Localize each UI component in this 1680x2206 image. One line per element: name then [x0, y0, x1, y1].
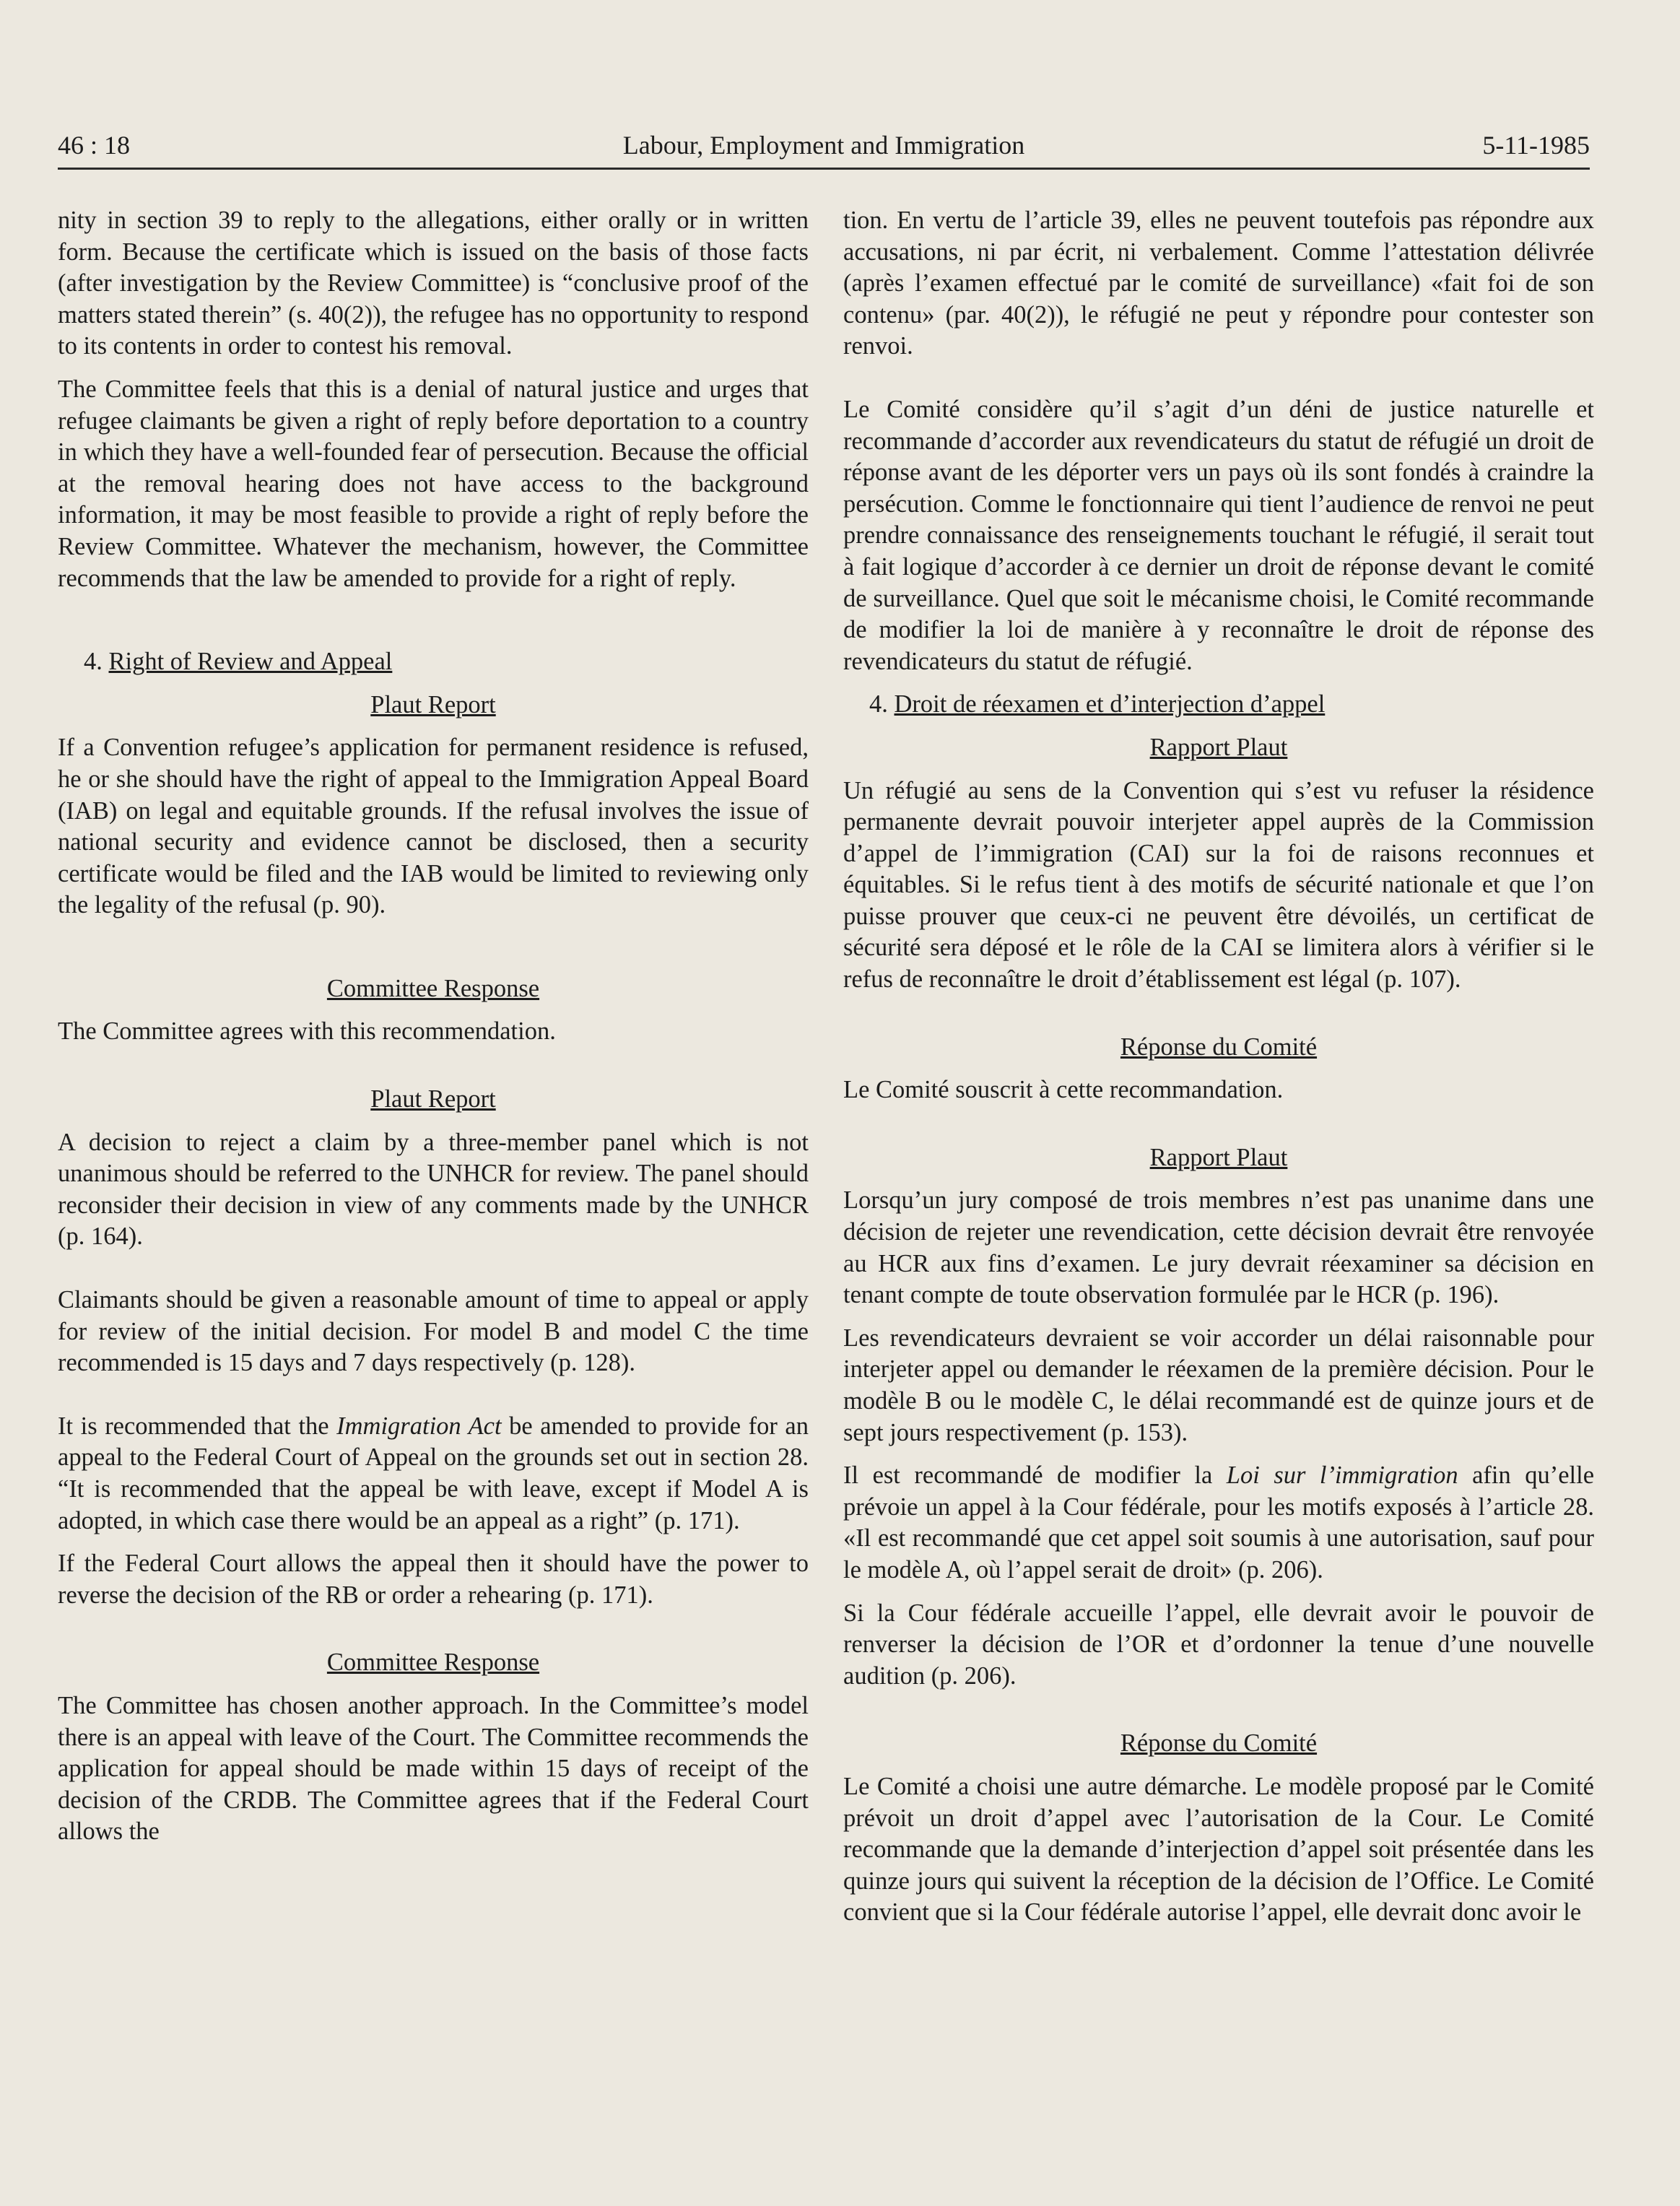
french-column	[843, 205, 1594, 1940]
fr-paragraph-5: Lorsqu’un jury composé de trois membres n’est pas unanime dans une décision de rejeter une revendication, cette décision devrait être renvoyée au HCR aux fins d’examen. Le jury devrait réexaminer sa décision en tenant compte de toute observation formulée par le HCR (p. 196).	[843, 1186, 1594, 1309]
en-paragraph-7: It is recommended that the Immigration Act be amended to provide for an appeal to the Federal Court of Appeal on the grounds set out in section 28. “It is recommended that the appeal be with leave, except if Model A is adopted, in which case there would be an appeal as a right” (p. 171).	[58, 1412, 809, 1534]
english-column	[58, 205, 809, 1859]
en-paragraph-9: The Committee has chosen another approach. In the Committee’s model there is an appeal with leave of the Court. The Committee recommends the application for appeal should be made within 15 days of receipt of the decision of the CRDB. The Committee agrees that if the Federal Court allows the	[58, 1691, 809, 1846]
page-header	[58, 130, 1590, 173]
header-rule	[58, 168, 1590, 170]
en-section-title	[58, 646, 809, 678]
en-paragraph-4: The Committee agrees with this recommendation.	[58, 1017, 556, 1046]
fr-section-number: 4.	[869, 690, 888, 718]
en-paragraph-2: The Committee feels that this is a denial of natural justice and urges that refugee claimants be given a right of reply before deportation to a country in which they have a well-founded fear of persecution. Because the official at the removal hearing does not have access to the background information, it may be most feasible to provide a right of reply before the Review Committee. Whatever the mechanism, however, the Committee recommends that the law be amended to provide for a right of reply.	[58, 375, 809, 592]
en-paragraph-5: A decision to reject a claim by a three-member panel which is not unanimous should be referred to the UNHCR for review. The panel should reconsider their decision in view of any comments made by the UNHCR (p. 164).	[58, 1128, 809, 1251]
running-title: Labour, Employment and Immigration	[622, 131, 1025, 160]
fr-paragraph-6: Les revendicateurs devraient se voir accorder un délai raisonnable pour interjeter appel ou demander le réexamen de la première décision. Pour le modèle B ou le modèle C, le délai recommandé est de quinze jours et de sept jours respectivement (p. 153).	[843, 1324, 1594, 1446]
en-paragraph-3: If a Convention refugee’s application for permanent residence is refused, he or she should have the right of appeal to the Immigration Appeal Board (IAB) on legal and equitable grounds. If the refusal involves the issue of national security and evidence cannot be disclosed, then a security certificate would be filed and the IAB would be limited to reviewing only the legality of the refusal (p. 90).	[58, 734, 809, 919]
fr-paragraph-3: Un réfugié au sens de la Convention qui s’est vu refuser la résidence permanente devrait pouvoir interjeter appel auprès de la Commission d’appel de l’immigration (CAI) sur la foi de raisons reconnues et équitables. Si le refus tient à des motifs de sécurité nationale et que l’on puisse prouver que ceux-ci ne peuvent être dévoilés, un certificat de sécurité sera déposé et le rôle de la CAI se limitera alors à vérifier si le refus de reconnaître le droit d’établissement est légal (p. 107).	[843, 776, 1594, 994]
fr-paragraph-2: Le Comité considère qu’il s’agit d’un déni de justice naturelle et recommande d’accorder aux revendicateurs du statut de réfugié un droit de réponse avant de les déporter vers un pays où ils sont fondés à craindre la persécution. Comme le fonctionnaire qui tient l’audience de renvoi ne peut prendre connaissance des renseignements touchant le réfugié, il serait tout à fait logique d’accorder à ce dernier un droit de réponse devant le comité de surveillance. Quel que soit le mécanisme choisi, le Comité recommande de modifier la loi de manière à y reconnaître le droit de réponse des revendicateurs du statut de réfugié.	[843, 395, 1594, 675]
en-heading-committee-response-1: Committee Response	[326, 974, 540, 1002]
en-heading-committee-response-2: Committee Response	[326, 1649, 540, 1677]
fr-section-title	[843, 689, 1594, 721]
header-date: 5-11-1985	[1482, 131, 1590, 160]
fr-paragraph-4: Le Comité souscrit à cette recommandation.	[843, 1076, 1284, 1104]
page-number: 46 : 18	[58, 131, 131, 160]
en-paragraph-8: If the Federal Court allows the appeal then it should have the power to reverse the decision of the RB or order a rehearing (p. 171).	[58, 1550, 809, 1609]
fr-paragraph-1: tion. En vertu de l’article 39, elles ne peuvent toutefois pas répondre aux accusations, ni par écrit, ni verbalement. Comme l’attestation délivrée (après l’examen effectué par le comité de surveillance) «fait foi de son contenu» (par. 40(2)), le réfugié ne peut y répondre pour contester son renvoi.	[843, 207, 1594, 360]
en-paragraph-6: Claimants should be given a reasonable amount of time to appeal or apply for review of the initial decision. For model B and model C the time recommended is 15 days and 7 days respectively (p. 128).	[58, 1286, 809, 1377]
fr-heading-rapport-plaut-1: Rapport Plaut	[1149, 733, 1288, 761]
en-heading-plaut-report-1: Plaut Report	[370, 690, 496, 718]
fr-paragraph-7: Il est recommandé de modifier la Loi sur l’immigration afin qu’elle prévoie un appel à la Cour fédérale, pour les motifs exposés à l’article 28. «Il est recommandé que cet appel soit soumis à une autorisation, sauf pour le modèle A, où l’appel serait de droit» (p. 206).	[843, 1462, 1595, 1584]
fr-heading-rapport-plaut-2: Rapport Plaut	[1149, 1143, 1288, 1171]
en-section-title-text: Right of Review and Appeal	[108, 648, 393, 676]
fr-heading-reponse-comite-1: Réponse du Comité	[1120, 1033, 1318, 1061]
en-paragraph-1: nity in section 39 to reply to the allegations, either orally or in written form. Because the certificate which is issued on the basis of those facts (after investigation by the Review Committee) is “conclusive proof of the matters stated therein” (s. 40(2)), the refugee has no opportunity to respond to its contents in order to contest his removal.	[58, 207, 809, 360]
fr-paragraph-8: Si la Cour fédérale accueille l’appel, elle devrait avoir le pouvoir de renverser la décision de l’OR et d’ordonner la tenue d’une nouvelle audition (p. 206).	[843, 1599, 1594, 1690]
en-heading-plaut-report-2: Plaut Report	[370, 1085, 496, 1113]
fr-paragraph-9: Le Comité a choisi une autre démarche. Le modèle proposé par le Comité prévoit un droit d’appel avec l’autorisation de la Cour. Le Comité recommande que la demande d’interjection d’appel soit présentée dans les quinze jours qui suivent la réception de la décision de l’Office. Le Comité convient que si la Cour fédérale autorise l’appel, elle devrait donc avoir le	[843, 1772, 1594, 1927]
en-section-number: 4.	[84, 648, 103, 676]
fr-heading-reponse-comite-2: Réponse du Comité	[1120, 1729, 1318, 1758]
fr-section-title-text: Droit de réexamen et d’interjection d’appel	[894, 690, 1326, 718]
